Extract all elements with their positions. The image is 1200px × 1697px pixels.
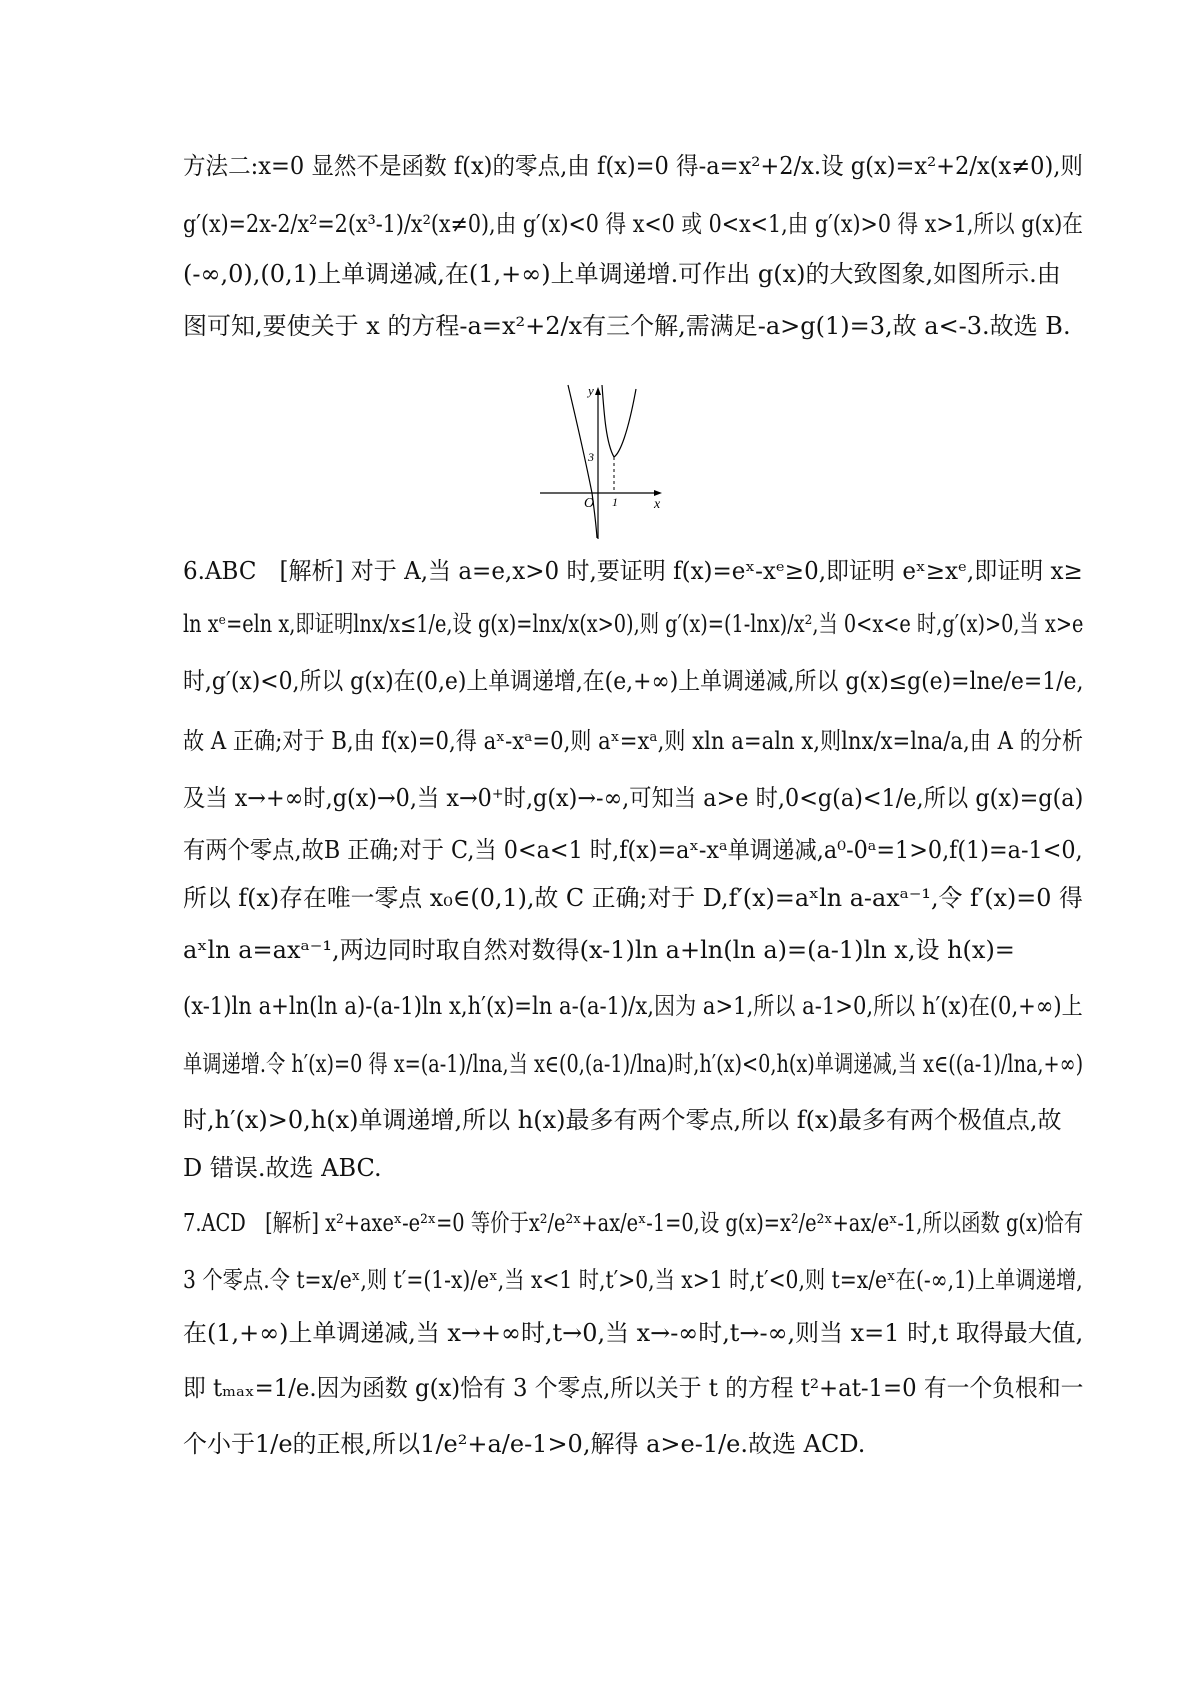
method2-line-1: 方法二:x=0 显然不是函数 f(x)的零点,由 f(x)=0 得-a=x²+2/x.设 g(x)=x²+2/x(x≠0),则 — [183, 152, 1083, 180]
q6-line-8: aˣln a=axᵃ⁻¹,两边同时取自然对数得(x-1)ln a+ln(ln a)=(a-1)ln x,设 h(x)= — [183, 936, 1015, 964]
q6-line-6: 有两个零点,故B 正确;对于 C,当 0<a<1 时,f(x)=aˣ-xᵃ单调递减,a⁰-0ᵃ=1>0,f(1)=a-1<0, — [183, 836, 1083, 864]
right-branch-curve — [602, 385, 636, 457]
q6-line-12: D 错误.故选 ABC. — [183, 1154, 382, 1182]
q7-line-4: 即 tₘₐₓ=1/e.因为函数 g(x)恰有 3 个零点,所以关于 t 的方程 t²+at-1=0 有一个负根和一 — [183, 1374, 1084, 1402]
q6-line-7: 所以 f(x)存在唯一零点 x₀∈(0,1),故 C 正确;对于 D,f′(x)=aˣln a-axᵃ⁻¹,令 f′(x)=0 得 — [183, 884, 1083, 912]
x-axis-label: x — [654, 497, 661, 512]
q6-line-10: 单调递增.令 h′(x)=0 得 x=(a-1)/lna,当 x∈(0,(a-1)/lna)时,h′(x)<0,h(x)单调递减,当 x∈((a-1)/lna,+∞) — [183, 1050, 1084, 1078]
q6-line-3: 时,g′(x)<0,所以 g(x)在(0,e)上单调递增,在(e,+∞)上单调递减,所以 g(x)≤g(e)=lne/e=1/e, — [183, 667, 1084, 695]
q7-line-2: 3 个零点.令 t=x/eˣ,则 t′=(1-x)/eˣ,当 x<1 时,t′>0,当 x>1 时,t′<0,则 t=x/eˣ在(-∞,1)上单调递增, — [183, 1266, 1083, 1294]
function-graph — [532, 383, 672, 543]
tick-label-x-1: 1 — [612, 495, 618, 509]
x-axis-arrow-icon — [654, 490, 662, 496]
method2-line-4: 图可知,要使关于 x 的方程-a=x²+2/x有三个解,需满足-a>g(1)=3,故 a<-3.故选 B. — [183, 312, 1071, 340]
q6-line-5: 及当 x→+∞时,g(x)→0,当 x→0⁺时,g(x)→-∞,可知当 a>e 时,0<g(a)<1/e,所以 g(x)=g(a) — [183, 784, 1084, 812]
tick-label-y-3: 3 — [588, 450, 594, 464]
q7-line-3: 在(1,+∞)上单调递减,当 x→+∞时,t→0,当 x→-∞时,t→-∞,则当 x=1 时,t 取得最大值, — [183, 1319, 1084, 1347]
method2-line-2: g′(x)=2x-2/x²=2(x³-1)/x²(x≠0),由 g′(x)<0 得 x<0 或 0<x<1,由 g′(x)>0 得 x>1,所以 g(x)在 — [183, 210, 1083, 238]
q6-line-11: 时,h′(x)>0,h(x)单调递增,所以 h(x)最多有两个零点,所以 f(x)最多有两个极值点,故 — [183, 1106, 1062, 1134]
method2-line-3: (-∞,0),(0,1)上单调递减,在(1,+∞)上单调递增.可作出 g(x)的大致图象,如图所示.由 — [183, 260, 1061, 288]
q7-line-1: 7.ACD [解析] x²+axeˣ-e²ˣ=0 等价于x²/e²ˣ+ax/eˣ-1=0,设 g(x)=x²/e²ˣ+ax/eˣ-1,所以函数 g(x)恰有 — [183, 1209, 1084, 1237]
q6-line-4: 故 A 正确;对于 B,由 f(x)=0,得 aˣ-xᵃ=0,则 aˣ=xᵃ,则 xln a=aln x,则lnx/x=lna/a,由 A 的分析 — [183, 727, 1084, 755]
y-axis-label: y — [588, 383, 594, 398]
q6-line-1: 6.ABC [解析] 对于 A,当 a=e,x>0 时,要证明 f(x)=eˣ-xᵉ≥0,即证明 eˣ≥xᵉ,即证明 x≥ — [183, 557, 1083, 585]
y-axis-arrow-icon — [595, 387, 601, 395]
origin-label: O — [584, 496, 595, 511]
q6-line-9: (x-1)ln a+ln(ln a)-(a-1)ln x,h′(x)=ln a-(a-1)/x,因为 a>1,所以 a-1>0,所以 h′(x)在(0,+∞)上 — [183, 992, 1083, 1020]
q6-line-2: ln xᵉ=eln x,即证明lnx/x≤1/e,设 g(x)=lnx/x(x>0),则 g′(x)=(1-lnx)/x²,当 0<x<e 时,g′(x)>0,当 x>e — [183, 610, 1084, 638]
q7-line-5: 个小于1/e的正根,所以1/e²+a/e-1>0,解得 a>e-1/e.故选 ACD. — [183, 1430, 866, 1458]
